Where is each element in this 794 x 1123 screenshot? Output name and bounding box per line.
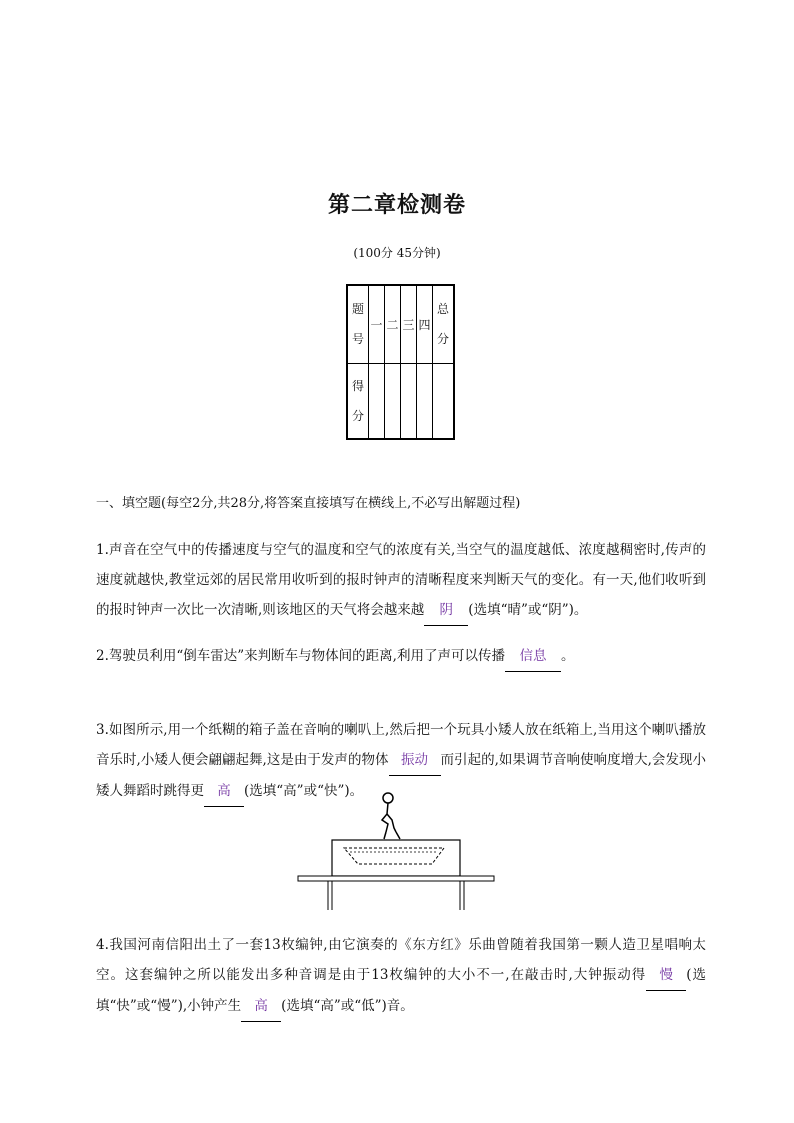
answer-blank: 慢 (646, 960, 686, 991)
total-cell: 总 分 (433, 285, 455, 363)
column-1: 一 (369, 285, 385, 363)
table-legs (328, 881, 464, 910)
question-4: 4.我国河南信阳出土了一套13枚编钟,由它演奏的《东方红》乐曲曾随着我国第一颗人造卫星唱响太空。这套编钟之所以能发出多种音调是由于13枚编钟的大小不一,在敲击时,大钟振动得 慢 (选填“快”或“慢”),小钟产生 高 (选填“高”或“低”)音。 (96, 930, 706, 1022)
column-3: 三 (401, 285, 417, 363)
exam-info: (100分 45分钟) (353, 246, 441, 260)
answer-blank: 振动 (389, 745, 441, 776)
score-label-cell: 得 分 (347, 363, 369, 439)
column-4: 四 (417, 285, 433, 363)
answer-blank: 高 (241, 991, 281, 1022)
paper-box (332, 840, 460, 876)
speaker-box-figure (296, 790, 496, 914)
score-table (346, 284, 455, 440)
question-3: 3.如图所示,用一个纸糊的箱子盖在音响的喇叭上,然后把一个玩具小矮人放在纸箱上,当用这个喇叭播放音乐时,小矮人便会翩翩起舞,这是由于发声的物体 振动 而引起的,如果调节音响使响度增大,会发现小矮人舞蹈时跳得更 高 (选填“高”或“快”)。 (96, 715, 706, 807)
page-title: 第二章检测卷 (327, 192, 466, 218)
toy-figure-icon (382, 793, 400, 839)
column-2: 二 (385, 285, 401, 363)
score-cell-4[interactable] (417, 363, 433, 439)
section-heading: 一、填空题(每空2分,共28分,将答案直接填写在横线上,不必写出解题过程) (96, 496, 521, 511)
score-cell-2[interactable] (385, 363, 401, 439)
table-top (298, 876, 494, 881)
question-1: 1.声音在空气中的传播速度与空气的温度和空气的浓度有关,当空气的温度越低、浓度越稠密时,传声的速度就越快,教堂远郊的居民常用收听到的报时钟声的清晰程度来判断天气的变化。有一天,他们收听到的报时钟声一次比一次清晰,则该地区的天气将会越来越 阴 (选填“晴”或“阴”)。 (96, 535, 706, 626)
score-cell-3[interactable] (401, 363, 417, 439)
header-label-cell: 题 号 (347, 285, 369, 363)
answer-blank: 阴 (424, 595, 468, 626)
answer-blank: 信息 (505, 641, 561, 672)
answer-blank: 高 (204, 776, 244, 807)
score-cell-1[interactable] (369, 363, 385, 439)
score-cell-total[interactable] (433, 363, 455, 439)
question-2: 2.驾驶员利用“倒车雷达”来判断车与物体间的距离,利用了声可以传播 信息 。 (96, 641, 706, 672)
